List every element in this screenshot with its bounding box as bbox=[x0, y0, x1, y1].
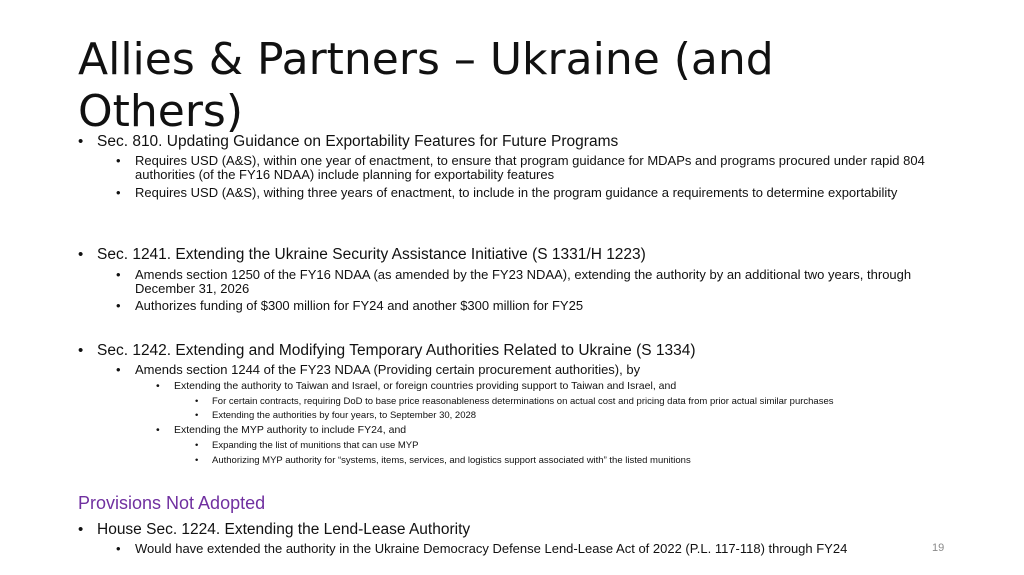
bullet-sec-810 bbox=[78, 133, 619, 151]
bullet-dot-icon: • bbox=[116, 541, 121, 556]
bullet-text: Sec. 810. Updating Guidance on Exportability Features for Future Programs bbox=[97, 133, 619, 150]
bullet-sec-1242 bbox=[78, 342, 696, 360]
sub-bullet bbox=[116, 267, 925, 296]
sub-bullet bbox=[116, 541, 848, 556]
sub-bullet bbox=[116, 362, 925, 377]
bullet-text: Authorizes funding of $300 million for FY24 and another $300 million for FY25 bbox=[135, 298, 584, 313]
level3-bullet bbox=[156, 424, 407, 437]
bullet-dot-icon: • bbox=[116, 267, 121, 282]
bullet-text: Amends section 1244 of the FY23 NDAA (Providing certain procurement authorities), by bbox=[135, 362, 641, 377]
bullet-text: Sec. 1241. Extending the Ukraine Security Assistance Initiative (S 1331/H 1223) bbox=[97, 246, 646, 263]
bullet-dot-icon: • bbox=[78, 521, 84, 538]
bullet-dot-icon: • bbox=[195, 396, 199, 407]
provisions-not-adopted-heading: Provisions Not Adopted bbox=[78, 493, 266, 513]
bullet-text: Extending the MYP authority to include FY24, and bbox=[174, 424, 407, 436]
bullet-text: Extending the authorities by four years, to September 30, 2028 bbox=[212, 410, 477, 421]
bullet-text: For certain contracts, requiring DoD to base price reasonableness determinations on actual cost and pricing data from prior actual similar purchases bbox=[212, 396, 834, 407]
bullet-dot-icon: • bbox=[195, 455, 199, 466]
bullet-dot-icon: • bbox=[195, 440, 199, 451]
bullet-house-sec-1224 bbox=[78, 521, 471, 539]
page-number: 19 bbox=[932, 542, 945, 554]
bullet-text: Amends section 1250 of the FY16 NDAA (as amended by the FY23 NDAA), extending the authority by an additional two years, through December 31, 2026 bbox=[135, 267, 912, 296]
bullet-dot-icon: • bbox=[78, 342, 84, 359]
bullet-dot-icon: • bbox=[116, 153, 121, 168]
bullet-text: Extending the authority to Taiwan and Israel, or foreign countries providing support to Taiwan and Israel, and bbox=[174, 380, 677, 392]
level3-bullet bbox=[156, 380, 677, 393]
bullet-text: Expanding the list of munitions that can use MYP bbox=[212, 440, 419, 451]
bullet-text: Sec. 1242. Extending and Modifying Temporary Authorities Related to Ukraine (S 1334) bbox=[97, 342, 696, 359]
bullet-text: Would have extended the authority in the Ukraine Democracy Defense Lend-Lease Act of 2022 (P.L. 117-118) through FY24 bbox=[135, 541, 848, 556]
level4-bullet bbox=[195, 455, 691, 467]
sub-bullet bbox=[116, 298, 925, 313]
bullet-text: Requires USD (A&S), within one year of enactment, to ensure that program guidance for MDAPs and programs procured under rapid 804 authorities (of the FY16 NDAA) include planning for exportability features bbox=[135, 153, 925, 182]
bullet-dot-icon: • bbox=[116, 362, 121, 377]
sub-bullet bbox=[116, 185, 925, 200]
bullet-text: Requires USD (A&S), withing three years of enactment, to include in the program guidance a requirements to determine exportability bbox=[135, 185, 898, 200]
bullet-dot-icon: • bbox=[116, 185, 121, 200]
level4-bullet bbox=[195, 440, 419, 452]
bullet-dot-icon: • bbox=[78, 246, 84, 263]
bullet-dot-icon: • bbox=[116, 298, 121, 313]
bullet-dot-icon: • bbox=[156, 380, 160, 392]
bullet-text: Authorizing MYP authority for “systems, items, services, and logistics support associated with” the listed munitions bbox=[212, 455, 691, 466]
bullet-sec-1241 bbox=[78, 246, 646, 264]
level4-bullet bbox=[195, 410, 477, 422]
slide-title: Allies & Partners – Ukraine (and Others) bbox=[78, 34, 774, 137]
level4-bullet bbox=[195, 396, 834, 408]
bullet-dot-icon: • bbox=[156, 424, 160, 436]
bullet-dot-icon: • bbox=[78, 133, 84, 150]
bullet-dot-icon: • bbox=[195, 410, 199, 421]
sub-bullet bbox=[116, 153, 925, 182]
bullet-text: House Sec. 1224. Extending the Lend-Lease Authority bbox=[97, 521, 471, 538]
